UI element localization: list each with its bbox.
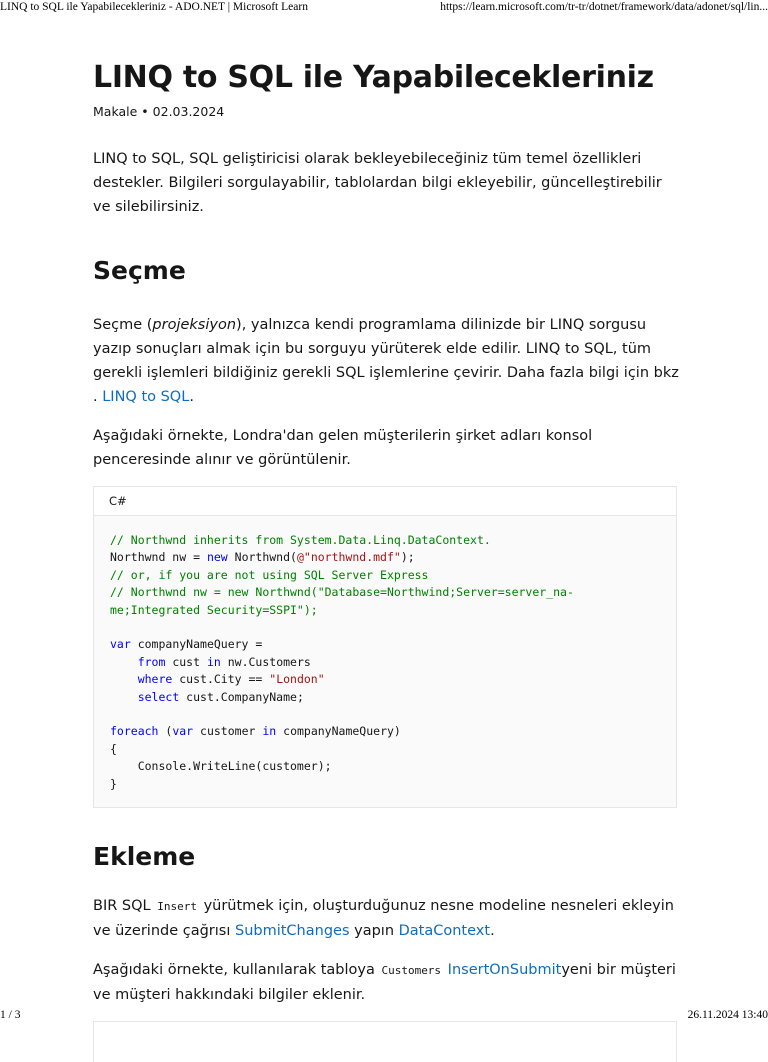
link-datacontext[interactable]: DataContext <box>398 923 491 940</box>
code-line <box>110 742 117 756</box>
code-token-plain: nw.Customers <box>220 654 311 669</box>
code-token-plain: Northwnd( <box>227 550 297 565</box>
code-line <box>110 637 262 651</box>
section-heading-select: Seçme <box>93 256 186 285</box>
code-token-plain: Console.WriteLine(customer); <box>110 759 332 774</box>
code-token-plain: companyNameQuery = <box>130 637 263 652</box>
link-insertonsubmit[interactable]: InsertOnSubmit <box>447 962 562 979</box>
code-line <box>110 533 491 547</box>
select-example-paragraph: Aşağıdaki örnekte, Londra'dan gelen müşterilerin şirket adları konsol penceresinde alınır ve görüntülenir. <box>93 428 593 468</box>
code-token-plain <box>110 672 138 686</box>
insert-p1-middle: yürütmek için, oluşturduğunuz nesne modeline nesneleri ekleyin ve üzerinde çağrısı <box>93 898 674 940</box>
code-token-keyword: var <box>172 724 194 739</box>
select-paragraph <box>93 313 683 409</box>
code-content[interactable] <box>94 516 676 807</box>
code-line <box>110 690 304 704</box>
code-token-keyword: in <box>206 654 221 669</box>
code-line <box>110 672 325 686</box>
article <box>93 56 683 1062</box>
inline-code-customers: Customers <box>381 964 442 978</box>
article-meta <box>93 102 683 122</box>
section-heading-insert: Ekleme <box>93 842 196 872</box>
article-date: 02.03.2024 <box>152 104 225 119</box>
print-header-url: https://learn.microsoft.com/tr-tr/dotnet/framework/data/adonet/sql/lin... <box>440 1 768 13</box>
intro-paragraph: LINQ to SQL, SQL geliştiricisi olarak bekleyebileceğiniz tüm temel özellikleri destekler. Bilgileri sorgulayabilir, tablolardan bilgi ekleyebilir, güncelleştirebilir ve silebilirsiniz. <box>93 151 662 215</box>
code-language-label: C# <box>94 487 676 516</box>
code-token-plain: cust.CompanyName; <box>179 689 304 704</box>
code-token-comment: // or, if you are not using SQL Server Express <box>110 567 429 582</box>
code-line <box>110 603 318 617</box>
code-line <box>110 777 117 791</box>
insert-p1-suffix: . <box>490 923 495 940</box>
code-token-plain: } <box>110 776 117 791</box>
insert-p1-between: yapın <box>349 923 399 940</box>
code-token-plain <box>110 690 138 704</box>
page-title: LINQ to SQL ile Yapabilecekleriniz <box>93 60 654 95</box>
print-datetime: 26.11.2024 13:40 <box>687 1009 768 1021</box>
insert-paragraph <box>93 894 683 943</box>
page-number: 1 / 3 <box>0 1009 21 1021</box>
meta-separator: • <box>141 104 149 119</box>
code-token-keyword: from <box>137 654 166 669</box>
code-token-plain <box>110 655 138 669</box>
select-para-suffix: . <box>189 389 194 405</box>
inline-code-insert: Insert <box>157 900 197 914</box>
article-type: Makale <box>93 104 138 119</box>
print-footer <box>0 1008 768 1024</box>
code-token-plain: Northwnd nw = <box>110 550 207 565</box>
code-block-insert <box>93 1021 677 1062</box>
code-token-keyword: where <box>137 672 173 687</box>
print-header-title: LINQ to SQL ile Yapabilecekleriniz - ADO.NET | Microsoft Learn <box>0 1 308 13</box>
code-line <box>110 759 332 773</box>
code-token-comment: // Northwnd nw = new Northwnd("Database=Northwind;Server=server_na- <box>110 585 574 600</box>
code-line <box>110 550 415 564</box>
insert-p2-suffix: yeni bir müşteri ve müşteri hakkındaki bilgiler eklenir. <box>93 962 676 1004</box>
insert-p1-prefix: BIR SQL <box>93 898 156 915</box>
code-token-plain: cust <box>165 654 207 669</box>
code-token-comment: // Northwnd inherits from System.Data.Linq.DataContext. <box>110 533 491 547</box>
insert-p2-prefix: Aşağıdaki örnekte, kullanılarak tabloya <box>93 962 380 979</box>
code-token-keyword: foreach <box>110 724 159 739</box>
code-line <box>110 724 401 738</box>
code-token-comment: me;Integrated Security=SSPI"); <box>110 602 318 617</box>
insert-example-paragraph <box>93 958 683 1007</box>
code-token-plain: { <box>110 741 117 756</box>
code-token-string: @"northwnd.mdf" <box>296 550 401 565</box>
code-block-select <box>93 486 677 808</box>
code-token-keyword: var <box>110 637 131 652</box>
code-token-plain: companyNameQuery) <box>276 724 401 739</box>
code-token-plain: customer <box>193 724 263 739</box>
code-token-plain: ( <box>158 724 173 739</box>
link-submitchanges[interactable]: SubmitChanges <box>235 923 350 940</box>
print-header <box>0 0 768 16</box>
code-token-keyword: new <box>206 550 228 565</box>
code-line <box>110 655 311 669</box>
link-linq-to-sql[interactable]: LINQ to SQL <box>102 389 190 405</box>
select-para-middle: ), yalnızca kendi programlama dilinizde bir LINQ sorgusu yazıp sonuçları almak için bu sorguyu yürüterek elde edilir. LINQ to SQL, tüm gerekli işlemleri bildiğiniz gerekli SQL işlemlerine çevirir. Daha fazla bilgi için bkz . <box>93 317 679 405</box>
select-para-italic: projeksiyon <box>152 317 237 333</box>
code-line <box>110 585 574 599</box>
code-token-plain: cust.City == <box>172 672 270 687</box>
code-token-keyword: select <box>137 689 180 704</box>
code-token-plain: ); <box>400 550 415 565</box>
code-line <box>110 568 429 582</box>
select-para-prefix: Seçme ( <box>93 317 153 333</box>
code-token-string: "London" <box>269 672 325 687</box>
code-token-keyword: in <box>262 724 277 739</box>
